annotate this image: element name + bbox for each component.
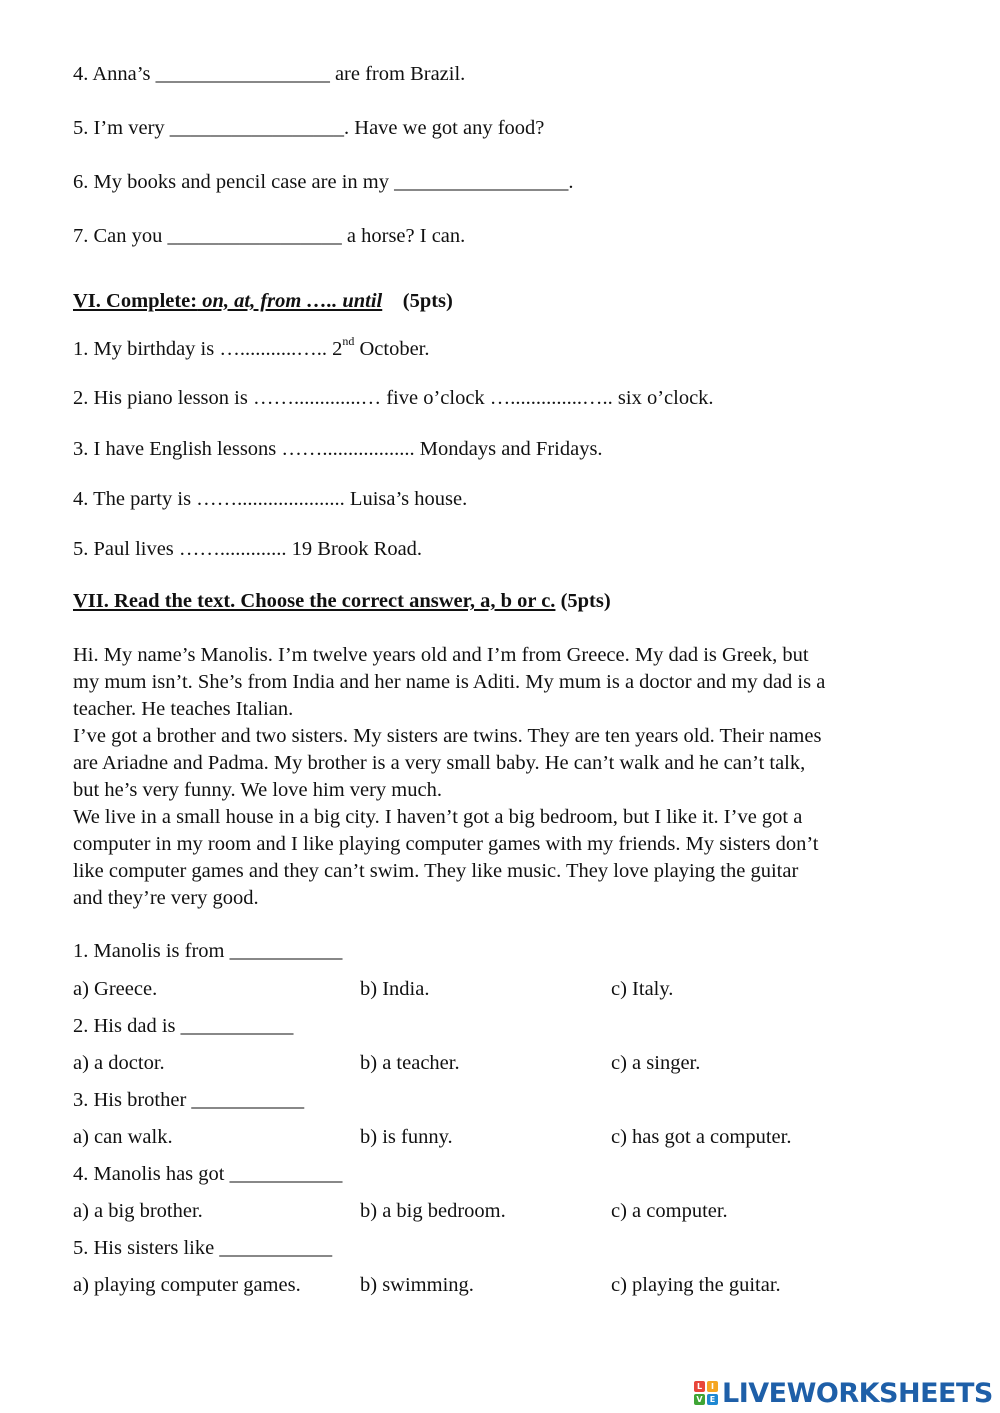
text-line: are Ariadne and Padma. My brother is a very small baby. He can’t walk and he can’t talk, <box>73 752 806 774</box>
exercise-item: 5. Paul lives ……............. 19 Brook Road. <box>73 538 423 560</box>
text-line: my mum isn’t. She’s from India and her name is Aditi. My mum is a doctor and my dad is a <box>73 671 826 693</box>
exercise-item <box>73 334 430 360</box>
exercise-item: 4. The party is ……..................... Luisa’s house. <box>73 488 468 510</box>
section-heading-vii <box>73 591 611 612</box>
option-b[interactable]: b) is funny. <box>360 1126 453 1148</box>
exercise-item: 3. I have English lessons …….................. Mondays and Fridays. <box>73 438 603 460</box>
exercise-item: 2. His piano lesson is …….............… five o’clock …..............….. six o’clock. <box>73 387 714 409</box>
logo-mark-letter: V <box>694 1394 705 1405</box>
logo-mark-letter: E <box>707 1394 718 1405</box>
logo-mark-letter: I <box>707 1381 718 1392</box>
text-line: computer in my room and I like playing computer games with my friends. My sisters don’t <box>73 833 819 855</box>
question: 3. His brother ___________ <box>73 1089 305 1111</box>
option-b[interactable]: b) swimming. <box>360 1274 474 1296</box>
question: 2. His dad is ___________ <box>73 1015 294 1037</box>
text-line: and they’re very good. <box>73 887 259 909</box>
option-c[interactable]: c) a singer. <box>611 1052 701 1074</box>
option-a[interactable]: a) Greece. <box>73 978 158 1000</box>
text-line: like computer games and they can’t swim. They like music. They love playing the guitar <box>73 860 799 882</box>
exercise-item: 6. My books and pencil case are in my _________________. <box>73 171 574 193</box>
item-text: October. <box>354 337 430 360</box>
heading-points: (5pts) <box>560 590 611 612</box>
option-a[interactable]: a) playing computer games. <box>73 1274 301 1296</box>
text-line: but he’s very funny. We love him very much. <box>73 779 442 801</box>
option-c[interactable]: c) has got a computer. <box>611 1126 792 1148</box>
option-b[interactable]: b) a teacher. <box>360 1052 460 1074</box>
option-c[interactable]: c) playing the guitar. <box>611 1274 781 1296</box>
option-b[interactable]: b) India. <box>360 978 430 1000</box>
heading-prefix: VI. Complete: <box>73 290 198 312</box>
exercise-item: 4. Anna’s _________________ are from Brazil. <box>73 63 466 85</box>
ordinal-suffix: nd <box>342 334 355 348</box>
option-a[interactable]: a) a big brother. <box>73 1200 203 1222</box>
option-c[interactable]: c) Italy. <box>611 978 674 1000</box>
question: 1. Manolis is from ___________ <box>73 940 343 962</box>
logo-mark-letter: L <box>694 1381 705 1392</box>
heading-words: on, at, from ….. until <box>197 290 383 312</box>
heading-points: (5pts) <box>402 290 453 312</box>
option-a[interactable]: a) a doctor. <box>73 1052 165 1074</box>
section-heading-vi <box>73 291 453 312</box>
logo-text: LIVEWORKSHEETS <box>722 1377 993 1409</box>
text-line: I’ve got a brother and two sisters. My sisters are twins. They are ten years old. Their names <box>73 725 822 747</box>
text-line: Hi. My name’s Manolis. I’m twelve years old and I’m from Greece. My dad is Greek, but <box>73 644 809 666</box>
exercise-item: 7. Can you _________________ a horse? I can. <box>73 225 466 247</box>
option-b[interactable]: b) a big bedroom. <box>360 1200 506 1222</box>
item-text: 1. My birthday is …...........….. 2 <box>73 337 343 360</box>
liveworksheets-logo <box>694 1376 993 1410</box>
exercise-item: 5. I’m very _________________. Have we got any food? <box>73 117 545 139</box>
option-a[interactable]: a) can walk. <box>73 1126 173 1148</box>
question: 5. His sisters like ___________ <box>73 1237 333 1259</box>
reading-text <box>73 642 953 912</box>
option-c[interactable]: c) a computer. <box>611 1200 728 1222</box>
question: 4. Manolis has got ___________ <box>73 1163 343 1185</box>
text-line: We live in a small house in a big city. I haven’t got a big bedroom, but I like it. I’ve got a <box>73 806 803 828</box>
logo-mark-icon <box>694 1381 718 1405</box>
heading-text: VII. Read the text. Choose the correct answer, a, b or c. <box>73 590 556 612</box>
text-line: teacher. He teaches Italian. <box>73 698 294 720</box>
